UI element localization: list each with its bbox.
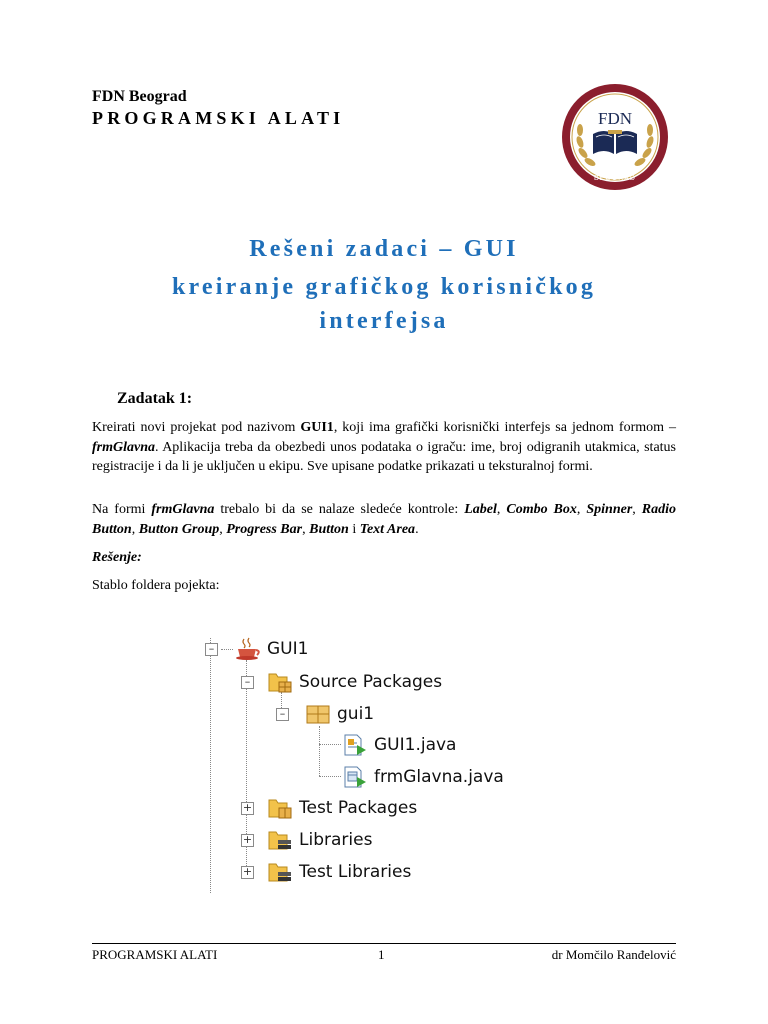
sep: , [496, 502, 507, 517]
logo-bottom-text: BEOGRAD [593, 175, 637, 182]
tree-label-source-packages: Source Packages [299, 672, 443, 692]
task-paragraph-2 [92, 500, 676, 539]
tree-node-test-libraries[interactable] [267, 860, 411, 884]
tree-label-package: gui1 [337, 704, 375, 724]
period: . [415, 521, 419, 537]
control-button-group: Button Group [138, 521, 220, 537]
p2-text-2: trebalo bi da se nalaze sledeće kontrole: [214, 502, 465, 517]
tree-node-test-packages[interactable] [267, 796, 417, 820]
p1-project-name: GUI1 [300, 420, 334, 435]
tree-node-file-gui1[interactable] [342, 733, 456, 757]
control-text-area: Text Area [359, 521, 416, 537]
p1-form-name: frmGlavna [92, 439, 155, 455]
title-line-2: kreiranje grafičkog korisničkog [171, 274, 597, 300]
java-file-icon [342, 733, 368, 757]
p1-text-1: Kreirati novi projekat pod nazivom [92, 420, 301, 435]
collapse-toggle[interactable]: – [241, 676, 254, 689]
tree-label-test-packages: Test Packages [299, 798, 418, 818]
title-line-1: Rešeni zadaci – GUI [249, 236, 519, 262]
tree-node-source-packages[interactable] [267, 670, 442, 694]
tree-guide-line [210, 638, 211, 893]
sep: , [219, 521, 227, 537]
fdn-logo [556, 82, 674, 192]
tree-node-file-frmglavna[interactable] [342, 765, 504, 789]
test-folder-icon [267, 796, 293, 820]
footer-course: PROGRAMSKI ALATI [92, 947, 218, 962]
p1-text-3: . Aplikacija treba da obezbedi unos podataka o igraču: ime, broj odigranih utakmica, status registracije i da li je uključen u ekipu. Sve upisane podatke prikazati u teksturalnoj formi. [92, 439, 676, 474]
footer-divider [92, 943, 676, 944]
footer-author: dr Momčilo Ranđelović [551, 947, 676, 962]
sep: , [131, 521, 139, 537]
task-paragraph-1 [92, 418, 676, 477]
tree-guide-line [319, 776, 341, 777]
source-folder-icon [267, 670, 293, 694]
header-organization: FDN Beograd [92, 88, 187, 105]
tree-label-file-frmglavna: frmGlavna.java [374, 767, 504, 787]
tree-guide-line [319, 744, 341, 745]
tree-node-libraries[interactable] [267, 828, 372, 852]
sep: , [302, 521, 310, 537]
test-library-folder-icon [267, 860, 293, 884]
tree-label-test-libraries: Test Libraries [299, 862, 412, 882]
collapse-toggle[interactable]: – [276, 708, 289, 721]
form-file-icon [342, 765, 368, 789]
control-combo-box: Combo Box [506, 502, 577, 517]
tree-label-file-gui1: GUI1.java [374, 735, 457, 755]
tree-label-project: GUI1 [267, 639, 309, 659]
control-spinner: Spinner [586, 502, 633, 517]
tree-node-project[interactable] [235, 637, 308, 661]
tree-guide-line [221, 649, 233, 650]
and-text: i [348, 521, 360, 537]
tree-intro: Stablo foldera pojekta: [92, 578, 220, 593]
expand-toggle[interactable]: + [242, 865, 253, 878]
sep: , [632, 502, 642, 517]
task-heading: Zadatak 1: [117, 390, 193, 407]
p2-form-name: frmGlavna [151, 502, 215, 517]
control-button: Button [309, 521, 349, 537]
expand-toggle[interactable]: + [242, 833, 253, 846]
header-course: PROGRAMSKI ALATI [92, 108, 345, 128]
control-label: Label [464, 502, 497, 517]
p1-text-2: , koji ima grafički korisnički interfejs sa jednom formom – [333, 420, 676, 435]
control-progress-bar: Progress Bar [226, 521, 303, 537]
tree-guide-line [319, 726, 320, 776]
coffee-cup-icon [235, 637, 261, 661]
library-folder-icon [267, 828, 293, 852]
tree-label-libraries: Libraries [299, 830, 373, 850]
project-tree [205, 628, 505, 898]
package-icon [305, 702, 331, 726]
sep: , [576, 502, 587, 517]
control-radio-button: Radio Button [92, 502, 676, 537]
tree-node-package[interactable] [305, 702, 374, 726]
collapse-toggle[interactable]: – [205, 643, 218, 656]
footer-page-number: 1 [378, 947, 385, 962]
title-line-3: interfejsa [319, 308, 449, 334]
p2-text-1: Na formi [92, 502, 152, 517]
solution-heading: Rešenje: [92, 550, 142, 565]
logo-top-text: FDN [597, 109, 633, 128]
expand-toggle[interactable]: + [242, 801, 253, 814]
